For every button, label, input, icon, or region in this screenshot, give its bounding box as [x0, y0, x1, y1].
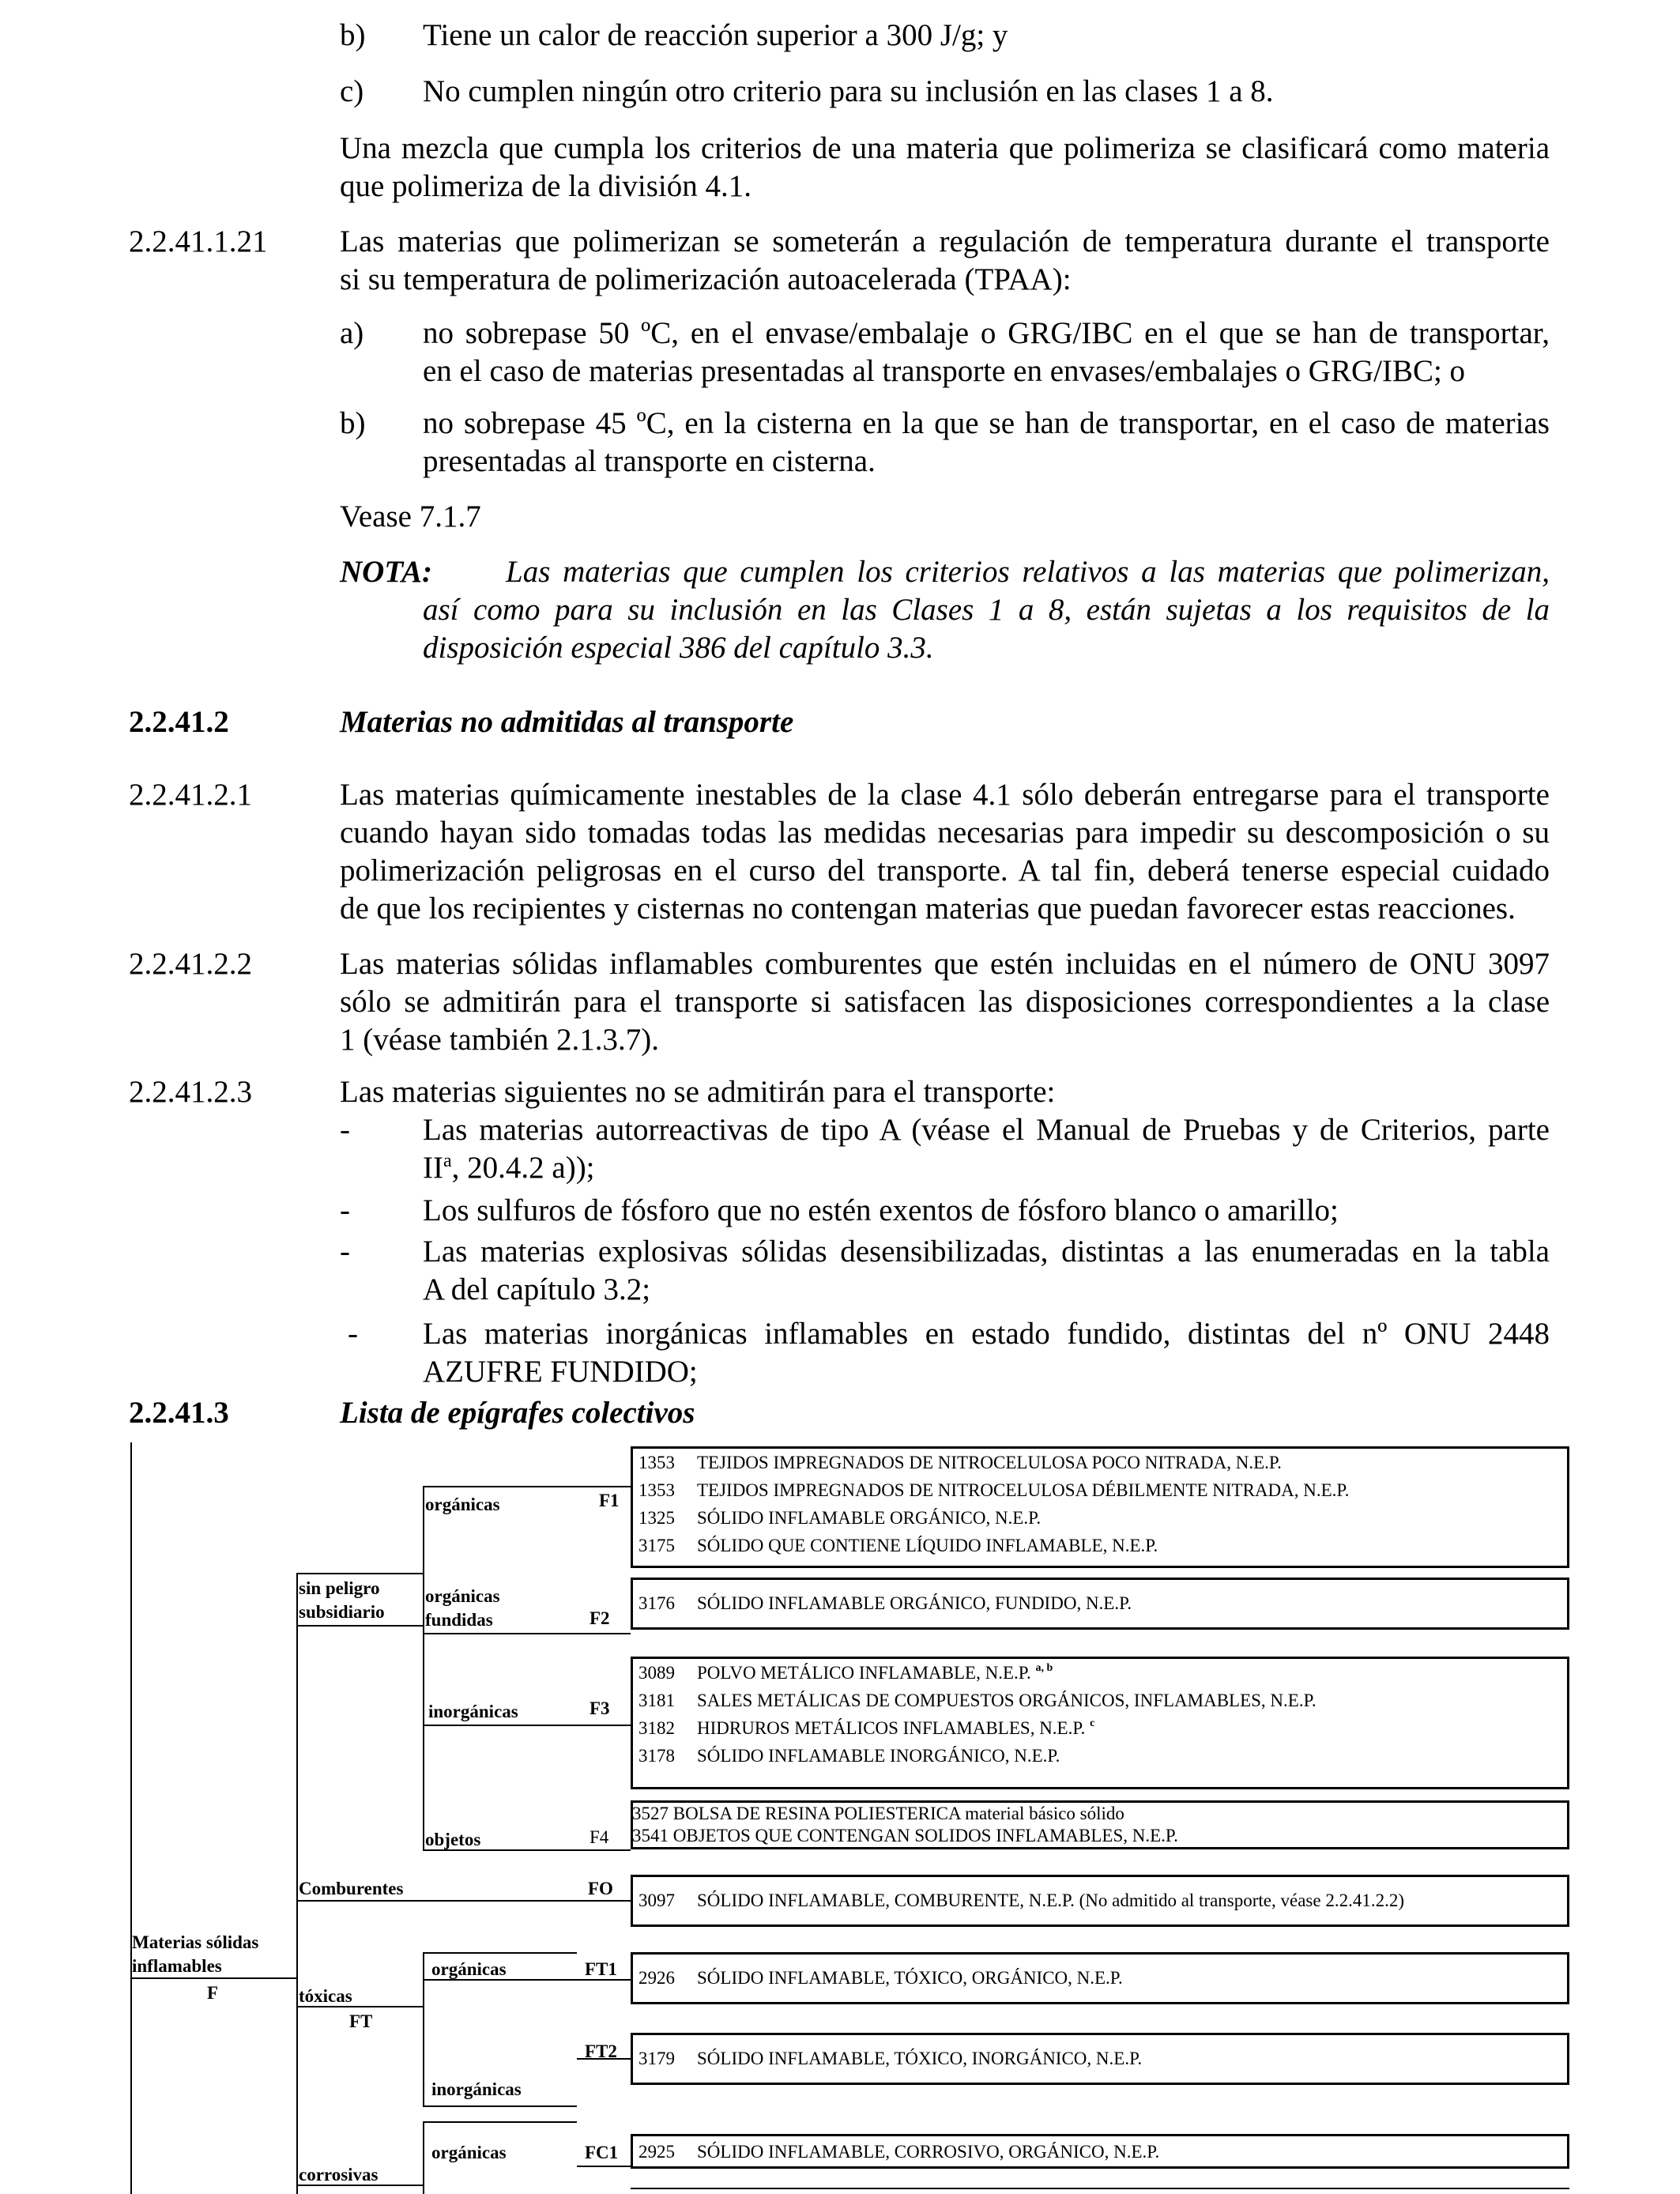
code-fo: FO [588, 1879, 613, 1898]
sin-peligro-vertical-line [423, 1486, 424, 1849]
footnote-marker: a, b [1035, 1662, 1053, 1674]
section-1-21-line2: si su temperatura de polimerización autoacelerada (TPAA): [340, 262, 1072, 296]
entry-name: HIDRUROS METÁLICOS INFLAMABLES, N.E.P. [697, 1718, 1086, 1738]
fc-organicas-label: orgánicas [431, 2143, 507, 2162]
organicas-label: orgánicas [425, 1495, 500, 1514]
item-b-text: Tiene un calor de reacción superior a 300 J/g; y [423, 18, 1008, 52]
ft-inorganicas-bottom-line [423, 2105, 577, 2107]
section-2-1-line1: Las materias químicamente inestables de la clase 4.1 sólo deberán entregarse para el transporte [340, 778, 1550, 812]
item-a-line1: no sobrepase 50 ºC, en el envase/embalaje o GRG/IBC en el que se han de transportar, [423, 316, 1550, 350]
list-item-4-line1: Las materias inorgánicas inflamables en estado fundido, distintas del nº ONU 2448 [423, 1317, 1550, 1351]
f2-connector [423, 1633, 631, 1634]
organicas-top-line [423, 1486, 577, 1487]
un-number: 3089 [638, 1663, 675, 1683]
f1-entry [638, 1532, 1158, 1559]
code-ft2: FT2 [585, 2041, 617, 2061]
root-connector [130, 1977, 296, 1979]
ft-inorganicas-label: inorgánicas [431, 2079, 522, 2099]
next-box-top-line [631, 2188, 1569, 2189]
un-number: 3178 [638, 1746, 675, 1766]
list-dash: - [348, 1317, 358, 1351]
section-2-3-intro: Las materias siguientes no se admitirán para el transporte: [340, 1075, 1056, 1109]
un-number: 3181 [638, 1691, 675, 1710]
ft2-entry: 3179 SÓLIDO INFLAMABLE, TÓXICO, INORGÁNICO, N.E.P. [638, 2049, 1143, 2068]
corrosivas-label: corrosivas [299, 2165, 379, 2185]
toxicas-vertical-line [423, 1952, 424, 2107]
f1-connector [577, 1486, 631, 1487]
section-number-2-2-41-2-3: 2.2.41.2.3 [129, 1075, 252, 1109]
item-letter-c: c) [340, 74, 364, 108]
list-dash: - [340, 1193, 350, 1227]
section-2-2-line1: Las materias sólidas inflamables comburentes que estén incluidas en el número de ONU 3097 [340, 947, 1550, 981]
ft-organicas-top-line [423, 1952, 577, 1954]
list-item-1-line1: Las materias autorreactivas de tipo A (véase el Manual de Pruebas y de Criterios, parte [423, 1113, 1550, 1147]
section-2-2-line3: 1 (véase también 2.1.3.7). [340, 1023, 659, 1057]
un-number: 1325 [638, 1508, 675, 1528]
code-f2: F2 [590, 1608, 610, 1628]
comburentes-label: Comburentes [299, 1879, 404, 1898]
sin-peligro-label-line1: sin peligro [299, 1578, 380, 1598]
ft1-entry: 2926 SÓLIDO INFLAMABLE, TÓXICO, ORGÁNICO, N.E.P. [638, 1968, 1123, 1988]
list-item-2: Los sulfuros de fósforo que no estén exentos de fósforo blanco o amarillo; [423, 1193, 1339, 1227]
nota-line1: Las materias que cumplen los criterios relativos a las materias que polimerizan, [506, 555, 1550, 589]
section-number-2-2-41-3: 2.2.41.3 [129, 1396, 229, 1430]
f4-connector [423, 1849, 631, 1851]
item-a-line2: en el caso de materias presentadas al transporte en envases/embalajes o GRG/IBC; o [423, 354, 1466, 388]
list-dash: - [340, 1235, 350, 1269]
entry-name: SÓLIDO INFLAMABLE ORGÁNICO, N.E.P. [697, 1508, 1042, 1528]
list-item-3-line2: A del capítulo 3.2; [423, 1272, 651, 1306]
objetos-label: objetos [425, 1830, 481, 1849]
entry-name: POLVO METÁLICO INFLAMABLE, N.E.P. [697, 1663, 1031, 1683]
level2-vertical-line [296, 1573, 298, 2194]
section-2-1-line3: polimerización peligrosas en el curso del transporte. A tal fin, deberá tenerse especial cuidado [340, 854, 1550, 888]
list-item-1-line2: $II^a$, 20.4.2 a)); [423, 1151, 595, 1185]
section-2-2-line2: sólo se admitirán para el transporte si satisfacen las disposiciones correspondientes a la clase [340, 985, 1550, 1019]
f1-entry [638, 1449, 1282, 1476]
f3-entry [638, 1660, 1053, 1686]
f3-entry [638, 1743, 1060, 1769]
item-b2-line2: presentadas al transporte en cisterna. [423, 444, 876, 478]
toxicas-code: FT [349, 2011, 373, 2031]
f3-connector [423, 1725, 631, 1726]
fc-organicas-top-line [423, 2121, 577, 2123]
un-number: 1353 [638, 1453, 675, 1472]
entry-name: TEJIDOS IMPREGNADOS DE NITROCELULOSA POCO NITRADA, N.E.P. [697, 1453, 1282, 1472]
item-b2-line1: no sobrepase 45 ºC, en la cisterna en la que se han de transportar, en el caso de materias [423, 406, 1550, 440]
mixture-paragraph-line2: que polimeriza de la división 4.1. [340, 169, 751, 203]
organicas-fundidas-label-line1: orgánicas [425, 1586, 500, 1606]
list-dash: - [340, 1113, 350, 1147]
entry-name: SÓLIDO QUE CONTIENE LÍQUIDO INFLAMABLE, N.E.P. [697, 1536, 1158, 1555]
sin-peligro-bottom-line [296, 1625, 423, 1627]
f3-entry [638, 1687, 1317, 1713]
inorganicas-label: inorgánicas [428, 1702, 518, 1721]
f4-entry-1: 3527 BOLSA DE RESINA POLIESTERICA material básico sólido [632, 1804, 1124, 1823]
section-1-21-line1: Las materias que polimerizan se someterán a regulación de temperatura durante el transporte [340, 224, 1550, 258]
corrosivas-vertical-line [423, 2121, 424, 2194]
section-2-1-line2: cuando hayan sido tomadas todas las medidas necesarias para impedir su descomposición o su [340, 816, 1550, 850]
organicas-fundidas-label-line2: fundidas [425, 1610, 493, 1630]
list-item-4-line2: AZUFRE FUNDIDO; [423, 1355, 698, 1389]
item-letter-a: a) [340, 316, 364, 350]
item-letter-b: b) [340, 18, 366, 52]
section-number-2-2-41-2-1: 2.2.41.2.1 [129, 778, 252, 812]
entry-name: SÓLIDO INFLAMABLE INORGÁNICO, N.E.P. [697, 1746, 1060, 1766]
vease-reference: Vease 7.1.7 [340, 499, 481, 533]
root-label-line1: Materias sólidas [132, 1932, 259, 1952]
root-code: F [207, 1983, 219, 2003]
f1-entry [638, 1505, 1041, 1531]
section-number-2-2-41-1-21: 2.2.41.1.21 [129, 224, 268, 258]
un-number: 3175 [638, 1536, 675, 1555]
f4-entry-2: 3541 OBJETOS QUE CONTENGAN SOLIDOS INFLAMABLES, N.E.P. [632, 1826, 1178, 1845]
ft-organicas-label: orgánicas [431, 1959, 507, 1979]
item-c-text: No cumplen ningún otro criterio para su inclusión en las clases 1 a 8. [423, 74, 1274, 108]
section-number-2-2-41-2: 2.2.41.2 [129, 705, 229, 739]
f3-entry [638, 1715, 1094, 1741]
code-f3: F3 [590, 1698, 610, 1718]
code-f1: F1 [599, 1491, 620, 1510]
root-label-line2: inflamables [132, 1956, 222, 1976]
section-number-2-2-41-2-2: 2.2.41.2.2 [129, 947, 252, 981]
nota-label: NOTA: [340, 555, 432, 589]
f1-entry [638, 1477, 1349, 1503]
nota-line3: disposición especial 386 del capítulo 3.3. [423, 631, 934, 665]
item-letter-b2: b) [340, 406, 366, 440]
section-title-no-admitidas: Materias no admitidas al transporte [340, 705, 794, 739]
nota-line2: así como para su inclusión en las Clases 1 a 8, están sujetas a los requisitos de la [423, 593, 1550, 627]
entry-name: TEJIDOS IMPREGNADOS DE NITROCELULOSA DÉBILMENTE NITRADA, N.E.P. [697, 1480, 1350, 1500]
fc1-connector [577, 2166, 631, 2167]
toxicas-label: tóxicas [299, 1986, 352, 2006]
code-f4: F4 [590, 1827, 609, 1847]
mixture-paragraph-line1: Una mezcla que cumpla los criterios de una materia que polimeriza se clasificará como materia [340, 131, 1550, 165]
section-2-1-line4: de que los recipientes y cisternas no contengan materias que puedan favorecer estas reacciones. [340, 892, 1516, 925]
list-item-3-line1: Las materias explosivas sólidas desensibilizadas, distintas a las enumeradas en la tabla [423, 1235, 1550, 1269]
root-vertical-line [130, 1442, 132, 2194]
fc1-entry: 2925 SÓLIDO INFLAMABLE, CORROSIVO, ORGÁNICO, N.E.P. [638, 2142, 1160, 2162]
fo-entry: 3097 SÓLIDO INFLAMABLE, COMBURENTE, N.E.P. (No admitido al transporte, véase 2.2.41.2.2) [638, 1891, 1404, 1910]
f2-entry: 3176 SÓLIDO INFLAMABLE ORGÁNICO, FUNDIDO, N.E.P. [638, 1593, 1132, 1613]
footnote-marker: c [1090, 1717, 1095, 1729]
section-title-epigrafes: Lista de epígrafes colectivos [340, 1396, 695, 1430]
code-fc1: FC1 [585, 2143, 619, 2162]
un-number: 1353 [638, 1480, 675, 1500]
code-ft1: FT1 [585, 1959, 617, 1979]
sin-peligro-top-line [296, 1573, 423, 1574]
un-number: 3182 [638, 1718, 675, 1738]
fo-connector [296, 1900, 631, 1902]
entry-name: SALES METÁLICAS DE COMPUESTOS ORGÁNICOS, INFLAMABLES, N.E.P. [697, 1691, 1317, 1710]
sin-peligro-label-line2: subsidiario [299, 1602, 385, 1622]
